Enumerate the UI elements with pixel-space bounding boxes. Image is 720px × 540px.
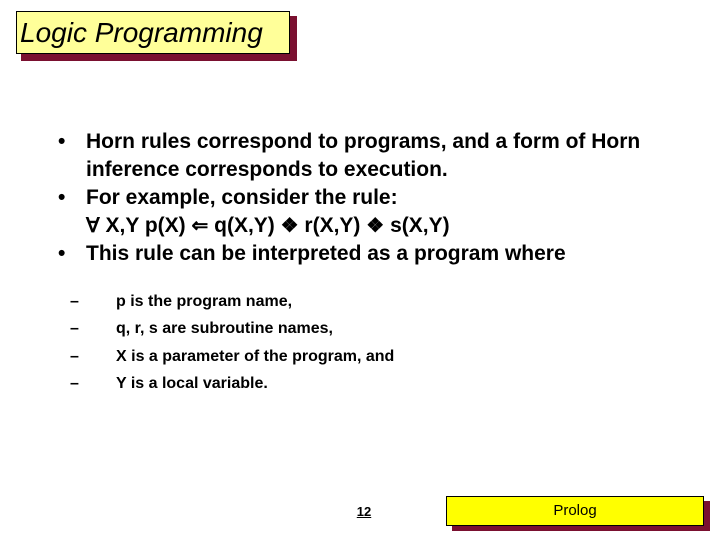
footer-label: Prolog (553, 502, 597, 519)
sub-list-item (70, 315, 630, 342)
bullet-marker: • (58, 186, 66, 209)
rule-formula (58, 212, 698, 240)
bullet-text: This rule can be interpreted as a program where (86, 242, 566, 265)
bullet-item (58, 184, 698, 212)
bullet-item (58, 240, 698, 268)
bullet-marker: • (58, 130, 66, 153)
bullet-list (58, 128, 698, 268)
sub-marker: – (70, 374, 79, 392)
sub-list (70, 288, 630, 397)
sub-text: X is a parameter of the program, and (116, 347, 395, 365)
bullet-text: Horn rules correspond to programs, and a form of Horn inference corresponds to execution. (86, 130, 641, 181)
sub-list-item (70, 288, 630, 315)
bullet-text: For example, consider the rule: (86, 186, 398, 209)
sub-text: q, r, s are subroutine names, (116, 320, 333, 338)
formula-atom: s(X,Y) (390, 214, 450, 237)
implies-symbol-icon: ⇐ (191, 215, 209, 237)
sub-text: Y is a local variable. (116, 374, 268, 392)
sub-list-item (70, 343, 630, 370)
formula-atom: q(X,Y) (214, 214, 275, 237)
slide-title: Logic Programming (20, 17, 263, 48)
page-number: 12 (356, 504, 372, 519)
sub-marker: – (70, 347, 79, 365)
sub-marker: – (70, 320, 79, 338)
sub-marker: – (70, 293, 79, 310)
bullet-marker: • (58, 242, 66, 265)
formula-vars: X,Y (105, 214, 139, 237)
and-diamond-icon: ❖ (366, 215, 385, 237)
formula-atom: r(X,Y) (304, 214, 361, 237)
forall-symbol-icon: ∀ (86, 215, 100, 237)
bullet-item (58, 128, 698, 184)
and-diamond-icon: ❖ (280, 215, 299, 237)
sub-list-item (70, 370, 630, 397)
formula-head: p(X) (144, 214, 186, 237)
sub-text: p is the program name, (116, 293, 293, 310)
